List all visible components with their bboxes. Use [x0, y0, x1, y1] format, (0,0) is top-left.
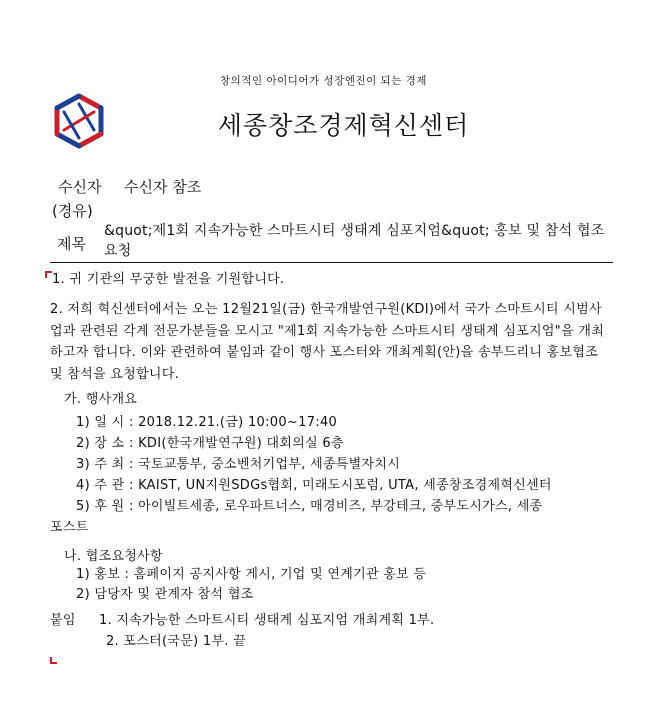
- section-overview-title: 가. 행사개요: [64, 392, 138, 407]
- attachment-label: 붙임: [50, 613, 76, 628]
- section-request-title: 나. 협조요청사항: [64, 549, 163, 564]
- overview-item-host: 3) 주 최 : 국토교통부, 중소벤처기업부, 세종특별자치시: [76, 457, 401, 472]
- request-item-promotion: 1) 홍보 : 홈페이지 공지사항 게시, 기업 및 연계기관 홍보 등: [76, 567, 427, 582]
- request-item-attendance: 2) 담당자 및 관계자 참석 협조: [76, 587, 254, 602]
- paragraph-1: 1. 귀 기관의 무궁한 발전을 기원합니다.: [52, 272, 285, 287]
- via-label: (경유): [52, 202, 93, 220]
- slogan: 창의적인 아이디어가 성장엔진이 되는 경제: [220, 75, 427, 87]
- header-divider: [50, 262, 613, 263]
- recipient-value: 수신자 참조: [124, 178, 202, 196]
- overview-item-sponsor-wrap: 포스트: [50, 520, 89, 535]
- overview-item-date: 1) 일 시 : 2018.12.21.(금) 10:00~17:40: [76, 415, 338, 430]
- recipient-label: 수신자: [58, 178, 102, 196]
- overview-item-venue: 2) 장 소 : KDI(한국개발연구원) 대회의실 6층: [76, 436, 344, 451]
- attachment-item-plan: 1. 지속가능한 스마트시티 생태계 심포지엄 개최계획 1부.: [99, 613, 435, 628]
- subject-value: &quot;제1회 지속가능한 스마트시티 생태계 심포지엄&quot; 홍보 및 참석 협조요청: [104, 223, 605, 259]
- corner-mark-top: [45, 271, 52, 278]
- overview-item-sponsor: 5) 후 원 : 아이빌트세종, 로우파트너스, 매경비즈, 부강테크, 중부도시가스, 세종: [76, 499, 543, 514]
- paragraph-2: 2. 저희 혁신센터에서는 오는 12월21일(금) 한국개발연구원(KDI)에서 국가 스마트시티 시범사업과 관련된 각계 전문가분들을 모시고 "제1회 지속가능한 스마트시티 생태계 심포지엄"을 개최하고자 합니다. 이와 관련하여 붙임과 같이 행사 포스터와 개최계획(안)을 송부드리니 홍보협조 및 참석을 요청합니다.: [50, 302, 605, 382]
- organization-name: 세종창조경제혁신센터: [217, 111, 470, 140]
- attachment-item-poster: 2. 포스터(국문) 1부. 끝: [106, 634, 247, 649]
- corner-mark-bottom: [50, 657, 57, 664]
- subject-label: 제목: [57, 235, 86, 253]
- overview-item-organizer: 4) 주 관 : KAIST, UN지원SDGs협회, 미래도시포럼, UTA, 세종창조경제혁신센터: [76, 478, 552, 493]
